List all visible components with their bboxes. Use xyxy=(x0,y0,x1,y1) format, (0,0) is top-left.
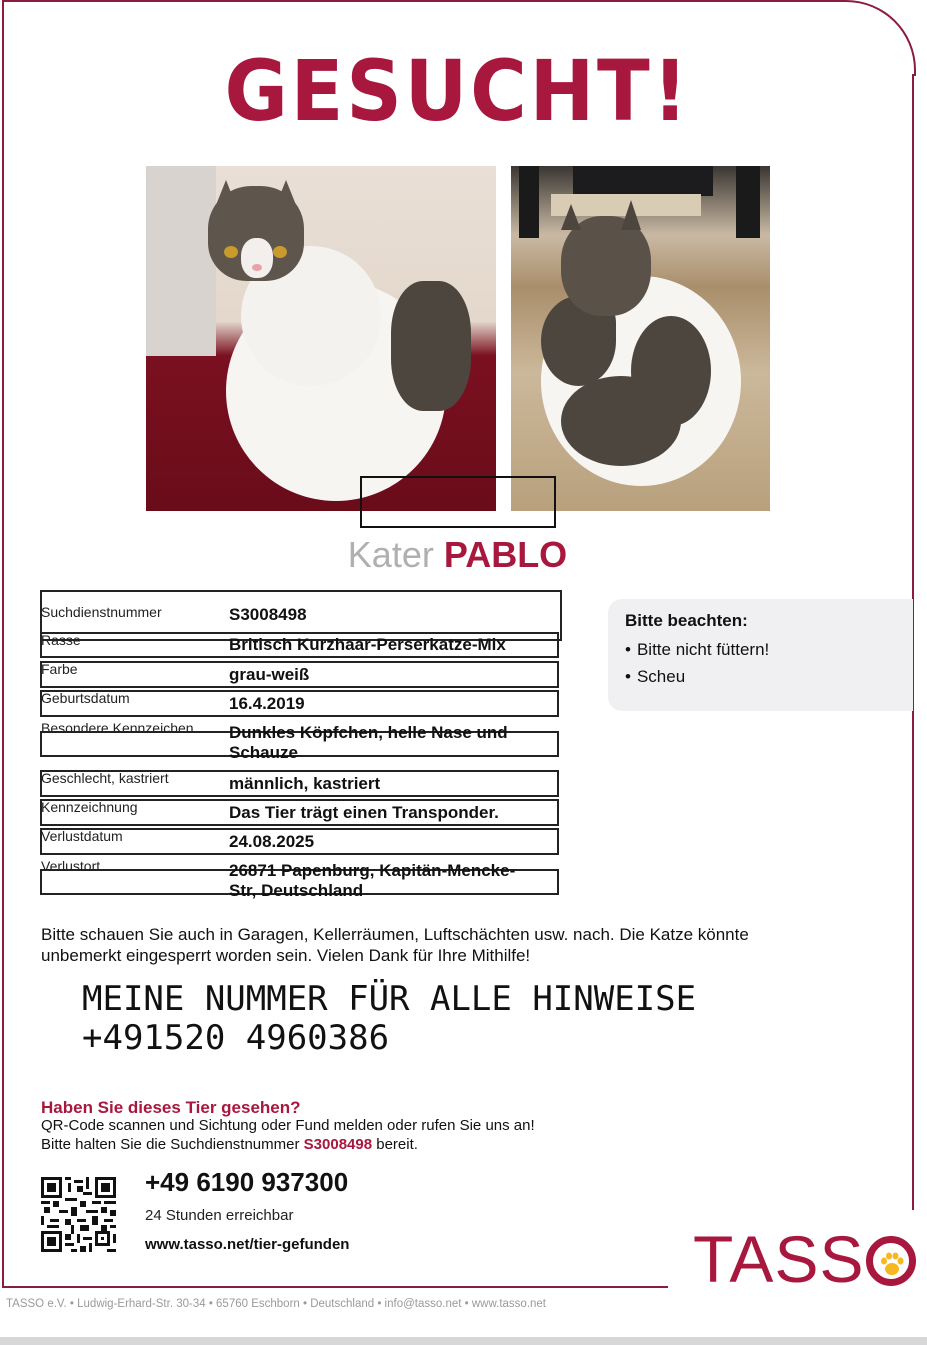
row-label: Besondere Kennzeichen xyxy=(41,720,194,736)
seen-instructions xyxy=(41,1116,535,1154)
search-advice-line: unbemerkt eingesperrt worden sein. Vielen Dank für Ihre Mithilfe! xyxy=(41,946,531,965)
cat-back-ear-left xyxy=(561,204,581,230)
row-value: männlich, kastriert xyxy=(229,774,381,793)
headline: GESUCHT! xyxy=(224,42,691,140)
row-value: S3008498 xyxy=(229,605,307,624)
row-label: Kennzeichnung xyxy=(41,799,138,815)
poster-frame-left xyxy=(2,0,4,1288)
row-label: Suchdienstnummer xyxy=(41,604,162,620)
cat-eye-right xyxy=(273,246,287,258)
cat-muzzle xyxy=(241,238,273,278)
row-label: Verlustort xyxy=(41,858,101,874)
row-value: 24.08.2025 xyxy=(229,832,315,851)
poster-frame-top xyxy=(2,0,842,2)
tasso-found-url[interactable]: www.tasso.net/tier-gefunden xyxy=(145,1236,350,1253)
row-value-cont: Str, Deutschland xyxy=(229,881,364,900)
notice-item: • Bitte nicht füttern! xyxy=(625,640,913,660)
row-value: Dunkles Köpfchen, helle Nase und xyxy=(229,723,508,742)
row-value: grau-weiß xyxy=(229,665,310,684)
row-label: Verlustdatum xyxy=(41,828,123,844)
seen-line xyxy=(41,1135,535,1154)
tasso-hotline-phone[interactable]: +49 6190 937300 xyxy=(145,1167,349,1197)
cat-back-head xyxy=(561,216,651,316)
row-label: Farbe xyxy=(41,661,78,677)
seen-line: QR-Code scannen und Sichtung oder Fund melden oder rufen Sie uns an! xyxy=(41,1117,535,1134)
cat-patch xyxy=(391,281,471,411)
cat-nose xyxy=(252,264,262,271)
owner-phone[interactable]: +491520 4960386 xyxy=(82,1018,390,1058)
row-label: Geburtsdatum xyxy=(41,690,130,706)
seen-title: Haben Sie dieses Tier gesehen? xyxy=(41,1098,301,1117)
tv xyxy=(573,166,713,196)
page-bottom-bar xyxy=(0,1337,927,1345)
cat-back-ear-right xyxy=(621,200,641,230)
seen-search-number: S3008498 xyxy=(303,1136,373,1153)
tasso-logo-text: TASS xyxy=(693,1222,865,1296)
notice-item: • Scheu xyxy=(625,667,913,687)
paw-icon xyxy=(877,1249,907,1279)
row-value: Das Tier trägt einen Transponder. xyxy=(229,803,499,822)
cat-back-patch-bottom xyxy=(561,376,681,466)
notice-title: Bitte beachten: xyxy=(625,611,748,630)
animal-type: Kater xyxy=(347,534,434,575)
owner-contact xyxy=(82,980,696,1058)
poster-frame-bottom xyxy=(2,1286,668,1288)
speaker-right xyxy=(736,166,760,238)
row-label: Geschlecht, kastriert xyxy=(41,770,169,786)
footer-address: TASSO e.V. • Ludwig-Erhard-Str. 30-34 • 65760 Eschborn • Deutschland • info@tasso.net • www.tasso.net xyxy=(6,1298,547,1310)
row-value: 16.4.2019 xyxy=(229,694,305,713)
curtain xyxy=(146,166,216,356)
seen-line-suffix: bereit. xyxy=(372,1136,418,1153)
cat-photo-back xyxy=(511,166,770,511)
animal-name-line xyxy=(0,534,915,576)
row-label: Rasse xyxy=(41,632,81,648)
animal-name: PABLO xyxy=(443,534,568,575)
owner-contact-heading: MEINE NUMMER FÜR ALLE HINWEISE xyxy=(82,979,697,1019)
empty-overlay-box xyxy=(360,476,556,528)
cat-ear-right xyxy=(274,180,298,210)
search-advice-line: Bitte schauen Sie auch in Garagen, Kellerräumen, Luftschächten usw. nach. Die Katze könnte xyxy=(41,925,749,944)
row-value: Britisch Kurzhaar-Perserkatze-Mix xyxy=(229,635,506,654)
cat-ear-left xyxy=(214,180,238,210)
hotline-hours: 24 Stunden erreichbar xyxy=(145,1207,294,1224)
notice-box xyxy=(608,599,913,711)
qr-code-icon[interactable] xyxy=(41,1177,116,1252)
search-advice-text xyxy=(41,924,841,966)
speaker-left xyxy=(519,166,539,238)
seen-line-prefix: Bitte halten Sie die Suchdienstnummer xyxy=(41,1136,304,1153)
row-value: 26871 Papenburg, Kapitän-Mencke- xyxy=(229,861,516,880)
cat-eye-left xyxy=(224,246,238,258)
cat-photo-front xyxy=(146,166,496,511)
row-value-cont: Schauze xyxy=(229,743,298,762)
